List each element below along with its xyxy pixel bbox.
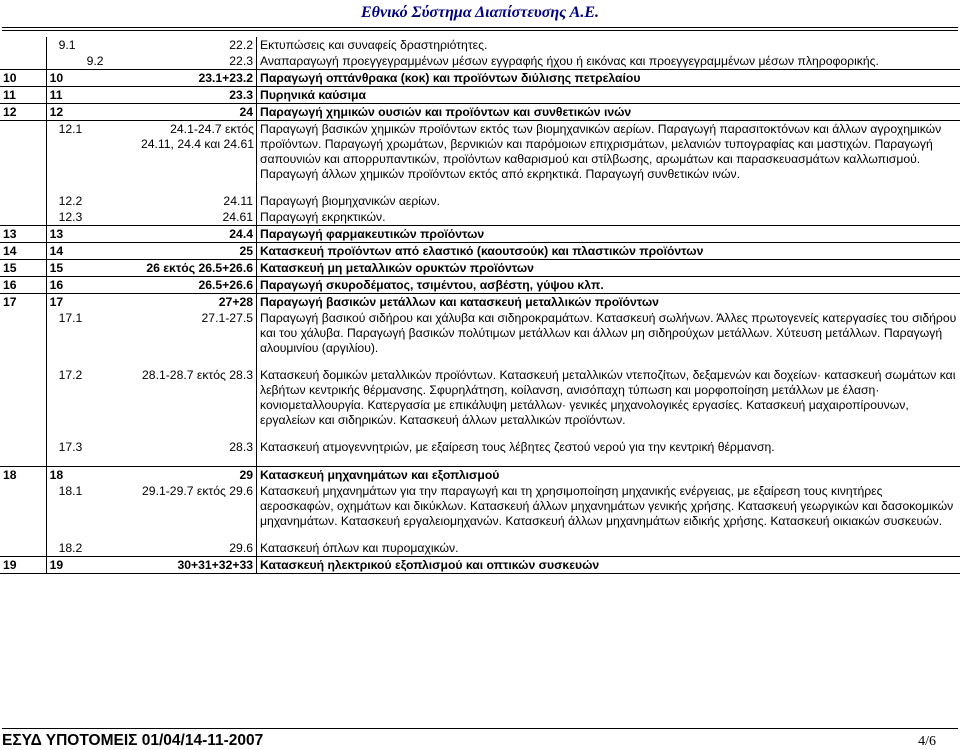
cell-desc: Κατασκευή δομικών μεταλλικών προϊόντων. Κατασκευή μεταλλικών ντεποζίτων, δεξαμενών και δοχείων· κατασκευή σωμάτων και λεβήτων κεντρικής θέρμανσης. Σφυρηλάτηση, κοίλανση, ανισόπαχη τύπωση και μορφοποίηση μετάλλων με έλαση· κονιομεταλλουργία. Κατεργασία με επικάλυψη μετάλλων· γενικές μηχανολογικές εργασίες. Κατασκευή μαχαιροπίρουνων, εργαλείων και σιδηρικών. Κατασκευή άλλων μεταλλικών προϊόντων. [257, 367, 960, 428]
cell-desc: Κατασκευή όπλων και πυρομαχικών. [257, 540, 960, 557]
table-row [0, 70, 960, 87]
cell-main [0, 439, 46, 455]
cell-nace: 24 [94, 104, 256, 121]
cell-desc: Παραγωγή βασικών μετάλλων και κατασκευή μεταλλικών προϊόντων [257, 294, 960, 311]
table-row-spacer [0, 356, 960, 367]
cell-main [0, 37, 46, 53]
table-row [0, 483, 960, 529]
document-header: Εθνικό Σύστημα Διαπίστευσης Α.Ε. [360, 4, 600, 21]
cell-nace: 24.4 [94, 226, 256, 243]
cell-desc: Κατασκευή ατμογεννητριών, με εξαίρεση τους λέβητες ζεστού νερού για την κεντρική θέρμανση. [257, 439, 960, 455]
cell-desc: Παραγωγή σκυροδέματος, τσιμέντου, ασβέστη, γύψου κλπ. [257, 277, 960, 294]
cell-nace: 29.6 [94, 540, 256, 557]
table-row [0, 294, 960, 311]
table-row [0, 540, 960, 557]
cell-main: 14 [0, 243, 46, 260]
cell-sub: 17 [49, 295, 64, 309]
cell-nace: 28.3 [229, 440, 254, 454]
table-row [0, 310, 960, 356]
cell-sub: 19 [46, 557, 94, 574]
header-rule-thin [2, 30, 958, 31]
cell-desc: Κατασκευή προϊόντων από ελαστικό (καουτσούκ) και πλαστικών προϊόντων [257, 243, 960, 260]
cell-desc: Κατασκευή μηχανημάτων για την παραγωγή και τη χρησιμοποίηση μηχανικής ενέργειας, με εξαίρεση τους κινητήρες αεροσκαφών, οχημάτων και δικύκλων. Κατασκευή άλλων μηχανημάτων γενικής χρήσης. Κατασκευή γεωργικών και δασοκομικών μηχανημάτων. Κατασκευή εργαλειομηχανών. Κατασκευή άλλων μηχανημάτων ειδικής χρήσης. Κατασκευή οικιακών συσκευών. [257, 483, 960, 529]
cell-main: 12 [0, 104, 46, 121]
table-row-spacer [0, 182, 960, 193]
cell-sub: 10 [46, 70, 94, 87]
cell-sub: 18 [49, 468, 64, 482]
sector-table [0, 37, 960, 574]
cell-main: 10 [0, 70, 46, 87]
cell-main [0, 483, 46, 529]
cell-main [0, 193, 46, 209]
cell-nace: 29.1-29.7 εκτός 29.6 [142, 484, 254, 498]
cell-sub: 18.1 [58, 484, 83, 498]
table-row [0, 121, 960, 183]
table-row [0, 209, 960, 226]
cell-sub: 18.2 [46, 540, 94, 557]
table-row [0, 226, 960, 243]
cell-nace: 22.3 [94, 53, 256, 70]
cell-sub: 17.1 [58, 311, 83, 325]
cell-nace: 23.1+23.2 [94, 70, 256, 87]
cell-main [0, 209, 46, 226]
cell-sub: 9.1 [58, 38, 76, 52]
cell-desc: Παραγωγή βιομηχανικών αερίων. [257, 193, 960, 209]
table-row [0, 277, 960, 294]
table-row [0, 37, 960, 53]
table-row [0, 439, 960, 455]
cell-main [0, 121, 46, 183]
cell-sub: 16 [46, 277, 94, 294]
cell-desc: Παραγωγή οπτάνθρακα (κοκ) και προϊόντων διύλισης πετρελαίου [257, 70, 960, 87]
cell-main [0, 540, 46, 557]
cell-main [0, 310, 46, 356]
table-row [0, 557, 960, 574]
cell-desc: Παραγωγή βασικού σιδήρου και χάλυβα και σιδηροκραμάτων. Κατασκευή σωλήνων. Άλλες πρωτογενείς κατεργασίες του σιδήρου και του χάλυβα. Παραγωγή βασικών πολύτιμων μετάλλων και άλλων μη σιδηρούχων μετάλλων. Χύτευση μετάλλων. Παραγωγή αλουμινίου (αργιλίου). [257, 310, 960, 356]
cell-nace: 24.11 [223, 194, 254, 208]
cell-main: 15 [0, 260, 46, 277]
header-rule [2, 27, 958, 28]
cell-desc: Παραγωγή φαρμακευτικών προϊόντων [257, 226, 960, 243]
cell-desc: Παραγωγή εκρηκτικών. [257, 209, 960, 226]
cell-desc: Παραγωγή χημικών ουσιών και προϊόντων και συνθετικών ινών [257, 104, 960, 121]
cell-nace: 27+28 [218, 295, 254, 309]
cell-main [0, 53, 46, 70]
cell-main: 18 [0, 467, 46, 484]
table-row [0, 87, 960, 104]
table-row [0, 53, 960, 70]
table-row [0, 243, 960, 260]
cell-nace: 27.1-27.5 [201, 311, 254, 325]
cell-main: 19 [0, 557, 46, 574]
cell-main: 13 [0, 226, 46, 243]
cell-sub: 15 [46, 260, 94, 277]
cell-sub: 12 [46, 104, 94, 121]
table-row-spacer [0, 455, 960, 467]
cell-sub: 14 [46, 243, 94, 260]
cell-desc: Πυρηνικά καύσιμα [257, 87, 960, 104]
cell-sub: 12.1 [58, 122, 83, 136]
cell-main: 17 [0, 294, 46, 311]
cell-sub: 9.2 [46, 53, 94, 70]
cell-sub: 17.2 [58, 368, 83, 382]
cell-desc: Αναπαραγωγή προεγγεγραμμένων μέσων εγγραφής ήχου ή εικόνας και προεγγεγραμμένων μέσων πληροφορικής. [257, 53, 960, 70]
cell-desc: Κατασκευή μη μεταλλικών ορυκτών προϊόντων [257, 260, 960, 277]
cell-nace: 29 [239, 468, 254, 482]
table-row [0, 467, 960, 484]
table-row-spacer [0, 529, 960, 540]
cell-desc: Κατασκευή ηλεκτρικού εξοπλισμού και οπτικών συσκευών [257, 557, 960, 574]
cell-nace: 23.3 [94, 87, 256, 104]
cell-nace: 26 εκτός 26.5+26.6 [94, 260, 256, 277]
cell-nace: 22.2 [229, 38, 254, 52]
cell-sub: 17.3 [58, 440, 83, 454]
cell-desc: Παραγωγή βασικών χημικών προϊόντων εκτός των βιομηχανικών αερίων. Παραγωγή παρασιτοκτόνων και άλλων αγροχημικών προϊόντων. Παραγωγή χρωμάτων, βερνικιών και παρόμοιων επιχρισμάτων, μελανιών τυπογραφίας και μαστιχών. Παραγωγή σαπουνιών και απορρυπαντικών, προϊόντων καθαρισμού και στίλβωσης, αρωμάτων και παρασκευασμάτων καλλωπισμού. Παραγωγή άλλων χημικών προϊόντων εκτός από εκρηκτικά. Παραγωγή συνθετικών ινών. [257, 121, 960, 183]
cell-nace: 24.61 [94, 209, 256, 226]
cell-nace: 24.1-24.7 εκτός 24.11, 24.4 και 24.61 [140, 122, 255, 151]
cell-sub: 13 [46, 226, 94, 243]
cell-nace: 26.5+26.6 [94, 277, 256, 294]
footer-rule [2, 728, 958, 729]
page-number: 4/6 [918, 734, 936, 749]
cell-main: 16 [0, 277, 46, 294]
table-row [0, 260, 960, 277]
cell-main [0, 367, 46, 428]
cell-sub: 12.2 [58, 194, 83, 208]
cell-nace: 25 [94, 243, 256, 260]
cell-nace: 28.1-28.7 εκτός 28.3 [142, 368, 254, 382]
cell-main: 11 [0, 87, 46, 104]
table-row-spacer [0, 428, 960, 439]
footer-document-code: ΕΣΥΔ ΥΠΟΤΟΜΕΙΣ 01/04/14-11-2007 [2, 732, 264, 749]
table-row [0, 104, 960, 121]
cell-sub: 12.3 [46, 209, 94, 226]
cell-nace: 30+31+32+33 [94, 557, 256, 574]
cell-desc: Κατασκευή μηχανημάτων και εξοπλισμού [257, 467, 960, 484]
table-row [0, 367, 960, 428]
table-row [0, 193, 960, 209]
cell-desc: Εκτυπώσεις και συναφείς δραστηριότητες. [257, 37, 960, 53]
cell-sub: 11 [46, 87, 94, 104]
